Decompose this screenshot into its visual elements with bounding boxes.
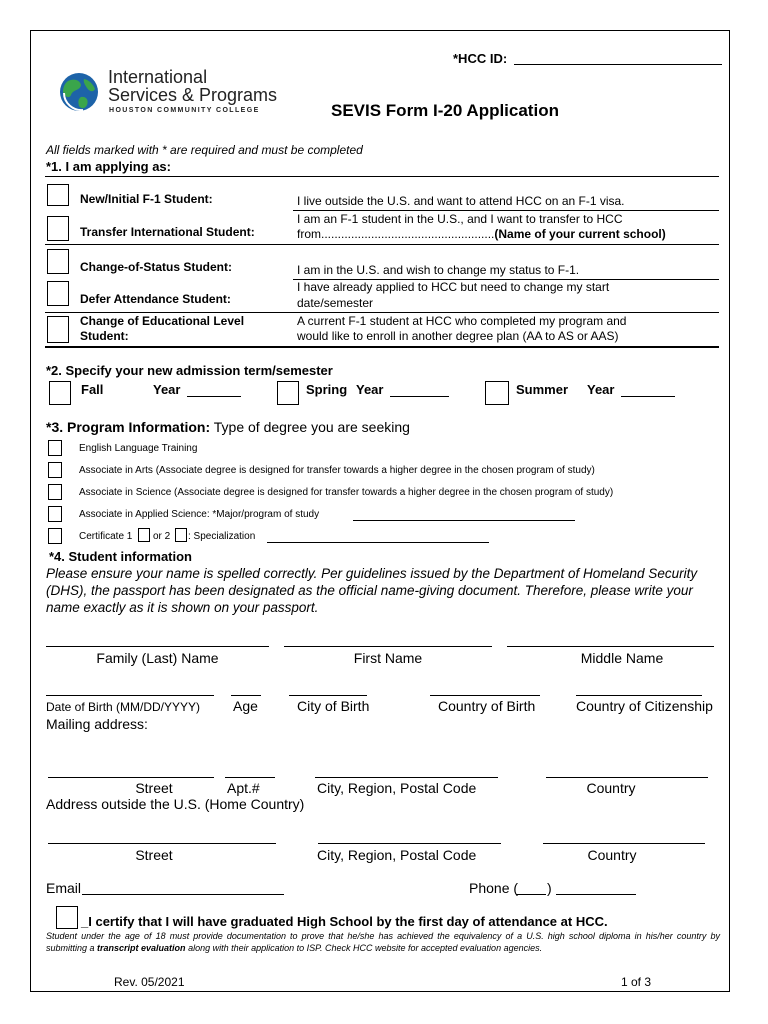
option-desc: A current F-1 student at HCC who completed my program and	[297, 314, 627, 328]
section1-heading: *1. I am applying as:	[46, 159, 171, 174]
checkbox-cert-1[interactable]	[138, 528, 150, 542]
major-field[interactable]	[353, 520, 575, 521]
checkbox-fall[interactable]	[49, 381, 71, 405]
transfer-from-text: from....................................................	[297, 227, 495, 241]
home-address-label: Address outside the U.S. (Home Country)	[46, 796, 305, 812]
option-desc: I am an F-1 student in the U.S., and I want to transfer to HCC	[297, 212, 623, 226]
middle-name-field[interactable]	[507, 646, 714, 647]
cert-spec: : Specialization	[188, 531, 256, 542]
option-label: Defer Attendance Student:	[80, 292, 231, 306]
program-aas: Associate in Applied Science: *Major/program of study	[79, 509, 320, 520]
checkbox-transfer[interactable]	[47, 216, 69, 241]
city-of-birth-field[interactable]	[289, 695, 367, 696]
option-desc: I am in the U.S. and wish to change my status to F-1.	[297, 263, 580, 277]
age-field[interactable]	[231, 695, 261, 696]
dob-field[interactable]	[46, 695, 214, 696]
option-desc: I have already applied to HCC but need to change my start	[297, 280, 610, 294]
checkbox-new-f1[interactable]	[47, 184, 69, 206]
certify-note-after: along with their application to ISP. Check HCC website for accepted evaluation agencies.	[185, 943, 543, 953]
option-desc: I live outside the U.S. and want to attend HCC on an F-1 visa.	[297, 194, 625, 208]
certify-note	[46, 930, 720, 954]
divider	[45, 176, 719, 177]
logo-line3: HOUSTON COMMUNITY COLLEGE	[109, 107, 260, 114]
country-of-birth-field[interactable]	[430, 695, 540, 696]
checkbox-summer[interactable]	[485, 381, 509, 405]
checkbox-change-status[interactable]	[47, 249, 69, 274]
city-of-birth-label: City of Birth	[297, 698, 370, 714]
mailing-city-label: City, Region, Postal Code	[317, 780, 477, 796]
specialization-field[interactable]	[267, 542, 489, 543]
home-country-label: Country	[587, 847, 637, 863]
citizenship-field[interactable]	[576, 695, 702, 696]
certify-statement: _I certify that I will have graduated High School by the first day of attendance at HCC.	[81, 914, 608, 929]
summer-label: Summer	[516, 382, 569, 397]
email-label: Email	[46, 880, 82, 896]
divider	[45, 312, 719, 313]
form-title: SEVIS Form I-20 Application	[331, 101, 559, 120]
hcc-id-field[interactable]	[514, 64, 722, 65]
year-label: Year	[356, 382, 384, 397]
cert-prefix: Certificate 1	[79, 531, 133, 542]
checkbox-english[interactable]	[48, 440, 62, 456]
divider	[293, 210, 719, 211]
checkbox-as[interactable]	[48, 484, 62, 500]
passport-note: Please ensure your name is spelled correctly. Per guidelines issued by the Department of Homeland Security (DHS), the passport has been designated as the official name-giving document. Therefore, please write your name exactly as it is shown on your passport.	[46, 566, 698, 615]
option-label: Change-of-Status Student:	[80, 260, 232, 274]
certify-statement-text: I certify that I will have graduated High School by the first day of attendance at HCC	[88, 914, 604, 929]
section3-heading-bold: *3. Program Information:	[46, 419, 211, 435]
checkbox-certificate[interactable]	[48, 528, 62, 544]
option-desc-2: would like to enroll in another degree plan (AA to AS or AAS)	[297, 329, 619, 343]
option-label-2: Student:	[80, 329, 129, 343]
summer-year-field[interactable]	[621, 396, 675, 397]
age-label: Age	[233, 698, 258, 714]
fall-year-field[interactable]	[187, 396, 241, 397]
mailing-apt-field[interactable]	[225, 777, 275, 778]
option-desc-2: date/semester	[297, 296, 374, 310]
certify-note-bold: transcript evaluation	[97, 943, 186, 953]
year-label: Year	[153, 382, 181, 397]
option-label: New/Initial F-1 Student:	[80, 192, 213, 206]
program-english: English Language Training	[79, 443, 198, 454]
option-label: Transfer International Student:	[80, 225, 255, 239]
mailing-country-label: Country	[586, 780, 636, 796]
fall-label: Fall	[81, 382, 104, 397]
checkbox-change-level[interactable]	[47, 316, 69, 343]
home-country-field[interactable]	[543, 843, 705, 844]
required-note: All fields marked with * are required and must be completed	[46, 143, 363, 157]
first-name-field[interactable]	[284, 646, 492, 647]
phone-area-field[interactable]	[516, 894, 546, 895]
checkbox-defer[interactable]	[47, 281, 69, 306]
program-aa: Associate in Arts (Associate degree is designed for transfer towards a higher degree in the chosen program of study)	[79, 465, 595, 476]
transfer-from-line	[297, 227, 666, 241]
section4-heading: *4. Student information	[49, 549, 192, 564]
divider	[45, 346, 719, 348]
section3-heading-rest: Type of degree you are seeking	[210, 419, 410, 435]
mailing-city-field[interactable]	[315, 777, 498, 778]
section3-heading	[46, 419, 410, 435]
family-name-field[interactable]	[46, 646, 269, 647]
spring-year-field[interactable]	[390, 396, 449, 397]
hcc-id-label: *HCC ID:	[453, 51, 508, 66]
checkbox-aa[interactable]	[48, 462, 62, 478]
page-number: 1 of 3	[621, 975, 652, 989]
mailing-street-label: Street	[135, 780, 173, 796]
section2-heading: *2. Specify your new admission term/semester	[46, 363, 333, 378]
phone-close: )	[547, 880, 552, 896]
phone-number-field[interactable]	[556, 894, 636, 895]
cert-or: or 2	[153, 531, 171, 542]
certify-note-before: Student under the age of 18 must provide documentation to prove that he/she has achieved the equivalency of a U.S. high school diploma in his/her country by submitting a	[46, 931, 720, 953]
checkbox-cert-2[interactable]	[175, 528, 187, 542]
first-name-label: First Name	[353, 650, 423, 666]
country-of-birth-label: Country of Birth	[438, 698, 536, 714]
mailing-country-field[interactable]	[546, 777, 708, 778]
globe-icon	[59, 71, 99, 113]
home-street-label: Street	[135, 847, 173, 863]
dob-label: Date of Birth (MM/DD/YYYY)	[46, 700, 201, 714]
program-as: Associate in Science (Associate degree is designed for transfer towards a higher degree in the chosen program of study)	[79, 487, 614, 498]
transfer-suffix: (Name of your current school)	[494, 227, 666, 241]
form-page	[30, 30, 730, 992]
phone-label: Phone (	[469, 880, 519, 896]
logo-line1: International	[108, 67, 208, 87]
email-field[interactable]	[82, 894, 284, 895]
spring-label: Spring	[306, 382, 348, 397]
revision: Rev. 05/2021	[114, 975, 185, 989]
year-label: Year	[587, 382, 615, 397]
home-street-field[interactable]	[48, 843, 276, 844]
home-city-label: City, Region, Postal Code	[317, 847, 477, 863]
mailing-address-label: Mailing address:	[46, 716, 148, 732]
option-label: Change of Educational Level	[80, 314, 245, 328]
checkbox-spring[interactable]	[277, 381, 299, 405]
citizenship-label: Country of Citizenship	[576, 698, 713, 714]
home-city-field[interactable]	[318, 843, 501, 844]
divider	[45, 244, 719, 245]
middle-name-label: Middle Name	[580, 650, 664, 666]
mailing-apt-label: Apt.#	[227, 780, 260, 796]
mailing-street-field[interactable]	[48, 777, 214, 778]
family-name-label: Family (Last) Name	[96, 650, 219, 666]
checkbox-certify[interactable]	[56, 906, 78, 929]
logo-line2: Services & Programs	[108, 85, 278, 105]
checkbox-aas[interactable]	[48, 506, 62, 522]
